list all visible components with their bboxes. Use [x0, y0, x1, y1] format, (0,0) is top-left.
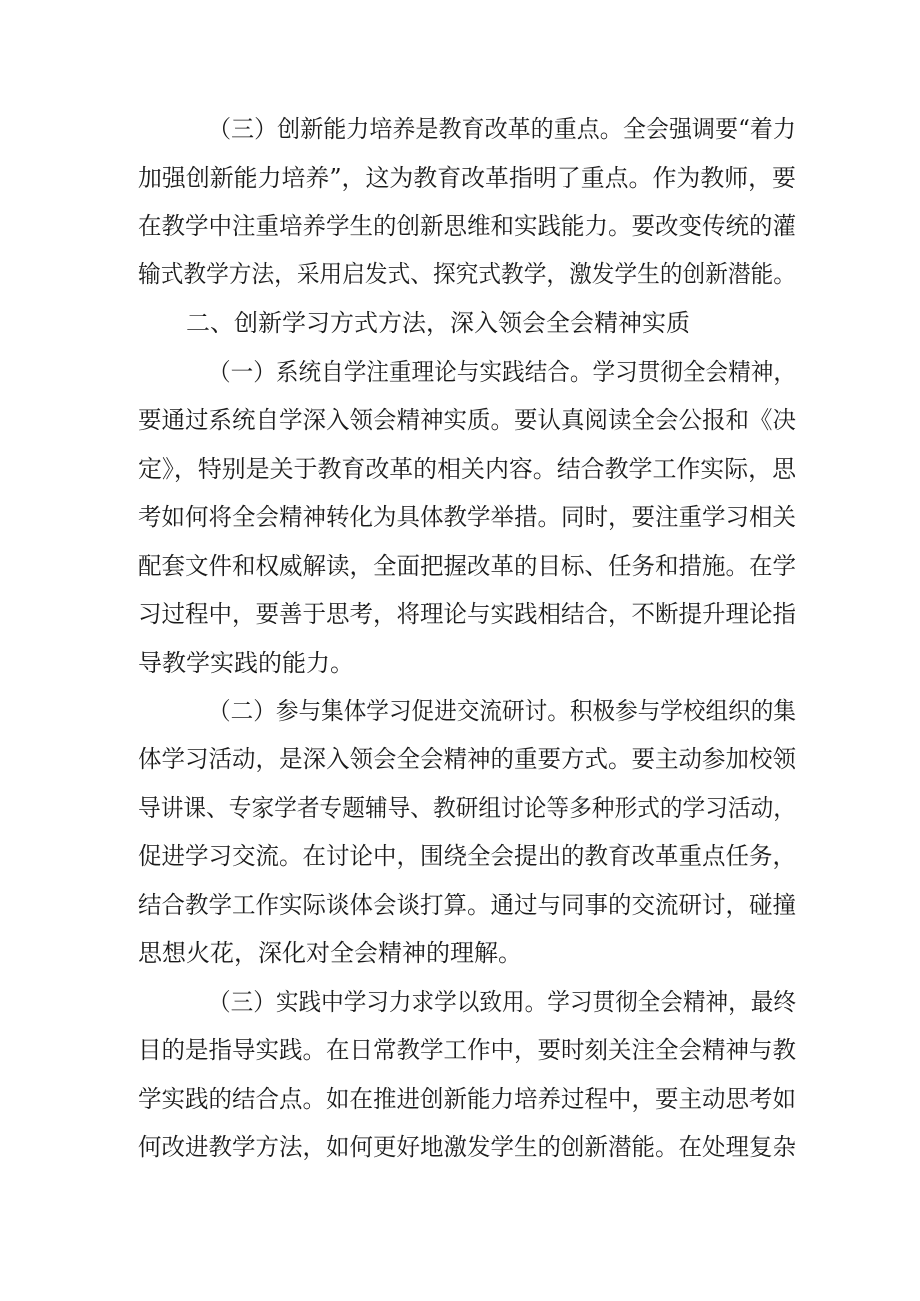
section-heading-text: 二、创新学习方式方法，深入领会全会精神实质	[186, 309, 690, 337]
text-line-content: 导教学实践的能力。	[138, 649, 354, 677]
text-line-content: 思想火花，深化对全会精神的理解。	[138, 939, 522, 967]
section-heading	[0, 303, 920, 343]
text-line-content: 结合教学工作实际谈体会谈打算。通过与同事的交流研讨，碰撞	[138, 891, 797, 919]
text-line	[0, 788, 920, 828]
text-line-content: 目的是指导实践。在日常教学工作中，要时刻关注全会精神与教	[138, 1036, 797, 1064]
text-line	[0, 497, 920, 537]
text-line-content: 定》，特别是关于教育改革的相关内容。结合教学工作实际，思	[138, 455, 797, 483]
text-line-content: （三）实践中学习力求学以致用。学习贯彻全会精神，最终	[208, 988, 796, 1016]
text-line-content: 体学习活动，是深入领会全会精神的重要方式。要主动参加校领	[138, 745, 797, 773]
text-line-content: 学实践的结合点。如在推进创新能力培养过程中，要主动思考如	[138, 1085, 797, 1113]
text-line-content: 考如何将全会精神转化为具体教学举措。同时，要注重学习相关	[138, 503, 797, 531]
text-line	[0, 836, 920, 876]
text-line-content: 促进学习交流。在讨论中，围绕全会提出的教育改革重点任务，	[138, 842, 797, 870]
text-line-content: （一）系统自学注重理论与实践结合。学习贯彻全会精神，	[208, 358, 796, 386]
text-line	[0, 885, 920, 925]
text-line-content: 加强创新能力培养”，这为教育改革指明了重点。作为教师，要	[138, 164, 796, 192]
text-line-content: 习过程中，要善于思考，将理论与实践相结合，不断提升理论指	[138, 600, 797, 628]
text-line	[0, 158, 920, 198]
text-line	[0, 206, 920, 246]
text-line	[0, 643, 920, 683]
text-line-content: 配套文件和权威解读，全面把握改革的目标、任务和措施。在学	[138, 552, 797, 580]
text-line	[0, 933, 920, 973]
text-line	[0, 1030, 920, 1070]
text-line	[0, 400, 920, 440]
text-line	[0, 739, 920, 779]
text-line-content: （三）创新能力培养是教育改革的重点。全会强调要“着力	[208, 115, 796, 143]
text-line	[0, 1127, 920, 1167]
text-line	[0, 1079, 920, 1119]
text-line	[0, 449, 920, 489]
text-line	[0, 594, 920, 634]
text-line	[0, 254, 920, 294]
text-line-content: 在教学中注重培养学生的创新思维和实践能力。要改变传统的灌	[138, 212, 797, 240]
text-line	[0, 546, 920, 586]
text-line-content: 导讲课、专家学者专题辅导、教研组讨论等多种形式的学习活动，	[138, 794, 796, 822]
text-line-content: 输式教学方法，采用启发式、探究式教学，激发学生的创新潜能。	[138, 260, 796, 288]
text-line-content: （二）参与集体学习促进交流研讨。积极参与学校组织的集	[208, 697, 796, 725]
text-line	[0, 982, 920, 1022]
text-line	[0, 352, 920, 392]
text-line	[0, 691, 920, 731]
text-line-content: 何改进教学方法，如何更好地激发学生的创新潜能。在处理复杂	[138, 1133, 797, 1161]
text-line-content: 要通过系统自学深入领会精神实质。要认真阅读全会公报和《决	[138, 406, 797, 434]
text-line	[0, 109, 920, 149]
